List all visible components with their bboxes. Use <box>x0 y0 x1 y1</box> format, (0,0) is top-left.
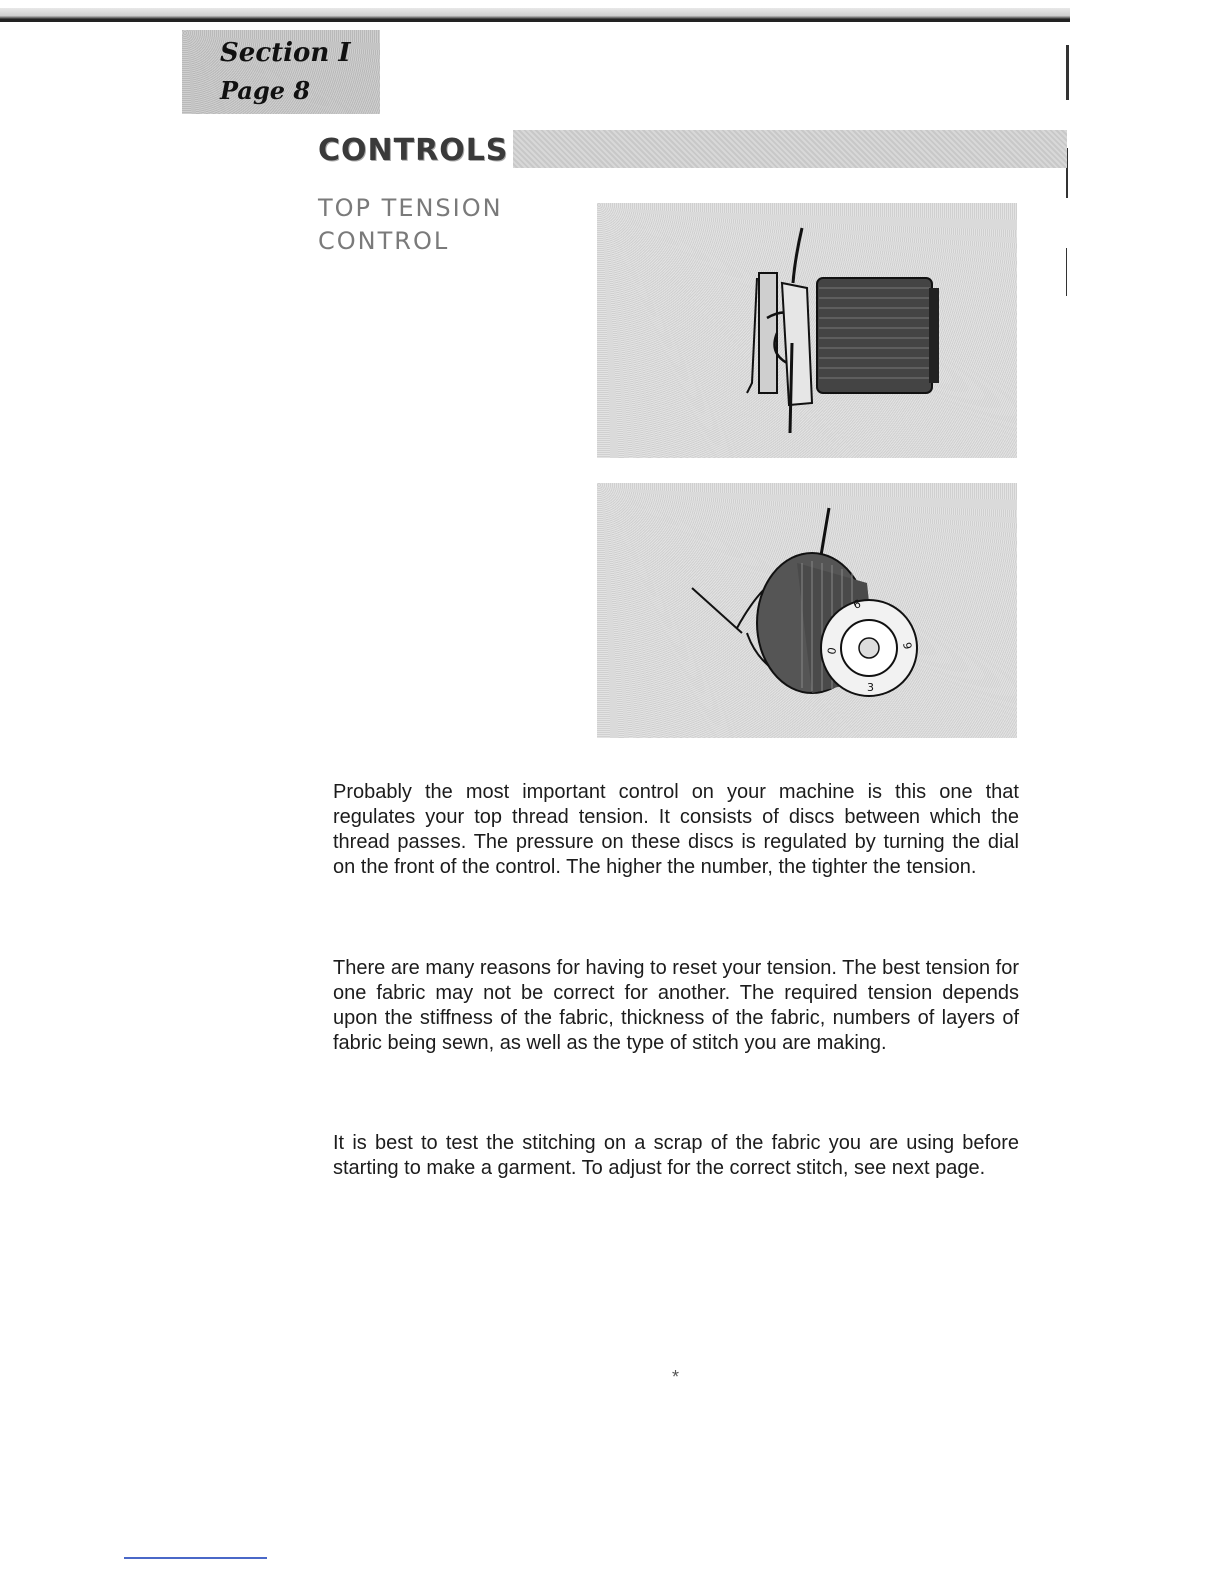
tension-assembly-drawing <box>597 203 1017 458</box>
top-rule <box>0 8 1070 22</box>
subheading <box>318 192 503 258</box>
tension-dial-illustration <box>597 483 1017 738</box>
edge-mark <box>1066 248 1067 296</box>
edge-mark <box>1066 45 1069 100</box>
tension-assembly-side-illustration <box>597 203 1017 458</box>
page-label: Page 8 <box>220 76 311 105</box>
dial-number-9: 9 <box>900 641 915 651</box>
dial-number-3: 3 <box>867 681 874 694</box>
heading-bar <box>513 130 1067 168</box>
section-label: Section I <box>220 38 351 68</box>
paragraph-3: It is best to test the stitching on a scrap of the fabric you are using before starting to make a garment. To adjust for the correct stitch, see next page. <box>333 1132 1019 1179</box>
tension-dial-drawing <box>597 483 1017 738</box>
page-title: CONTROLS <box>318 133 509 168</box>
paragraph-2: There are many reasons for having to reset your tension. The best tension for one fabric may not be correct for another. The required tension depends upon the stiffness of the fabric, thickness of the fabric, numbers of layers of fabric being sewn, as well as the type of stitch you are making. <box>333 957 1019 1054</box>
section-tab <box>182 30 380 114</box>
dial-number-0: 0 <box>825 646 840 656</box>
bottom-underline <box>124 1557 267 1559</box>
subheading-line-1: TOP TENSION <box>318 194 503 222</box>
paragraph-1: Probably the most important control on your machine is this one that regulates your top thread tension. It consists of discs between which the thread passes. The pressure on these discs is regulated by turning the dial on the front of the control. The higher the number, the tighter the tension. <box>333 781 1019 878</box>
dial-number-6: 6 <box>851 597 863 612</box>
footer-mark: * <box>672 1367 680 1387</box>
subheading-line-2: CONTROL <box>318 227 450 255</box>
